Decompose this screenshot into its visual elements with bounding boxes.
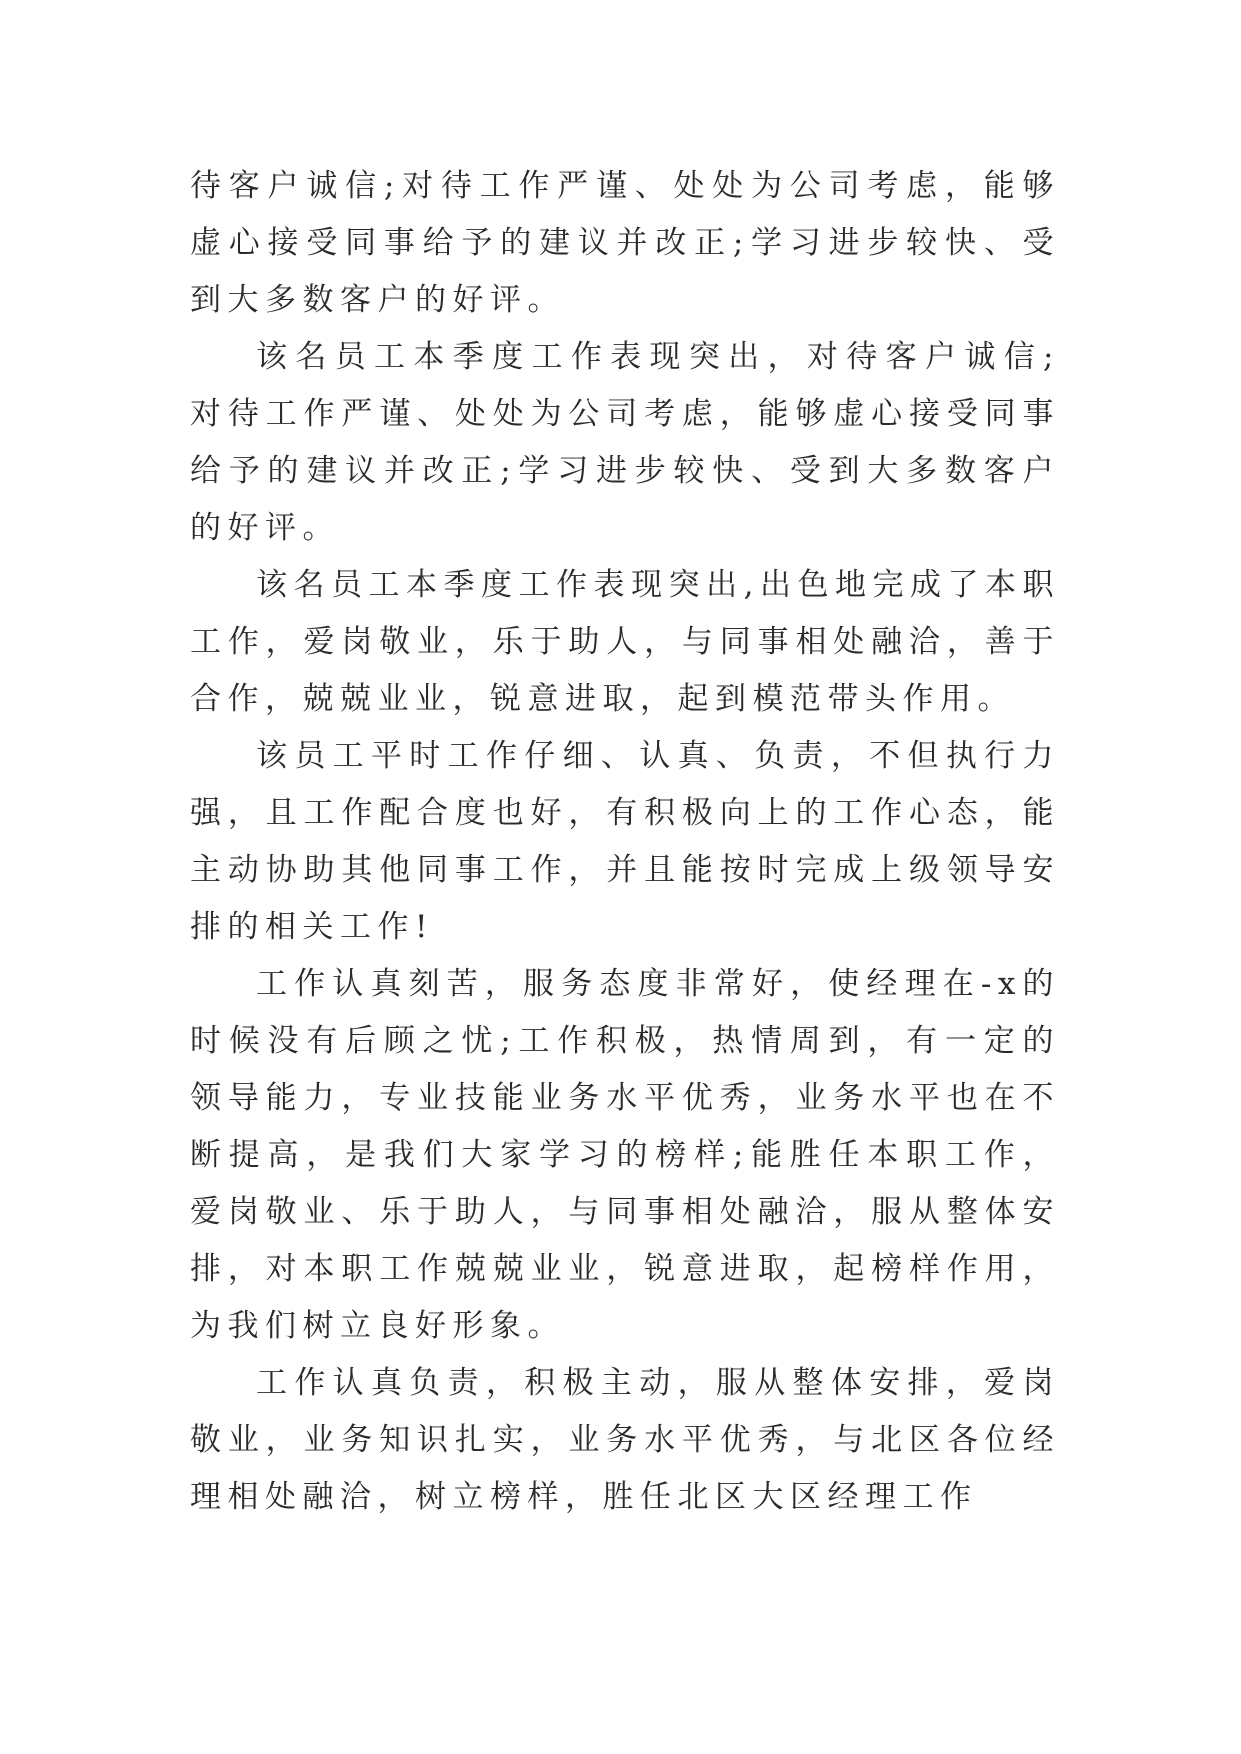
paragraph-1: 待客户诚信;对待工作严谨、处处为公司考虑，能够虚心接受同事给予的建议并改正;学习进步较快、受到大多数客户的好评。 [190,168,1060,318]
paragraph-2: 该名员工本季度工作表现突出，对待客户诚信;对待工作严谨、处处为公司考虑，能够虚心接受同事给予的建议并改正;学习进步较快、受到大多数客户的好评。 [190,339,1060,546]
paragraph-6: 工作认真负责，积极主动，服从整体安排，爱岗敬业，业务知识扎实，业务水平优秀，与北区各位经理相处融洽，树立榜样，胜任北区大区经理工作 [190,1365,1060,1515]
document-body [190,158,1060,1526]
paragraph-5: 工作认真刻苦，服务态度非常好，使经理在-x的时候没有后顾之忧;工作积极，热情周到，有一定的领导能力，专业技能业务水平优秀，业务水平也在不断提高，是我们大家学习的榜样;能胜任本职工作，爱岗敬业、乐于助人，与同事相处融洽，服从整体安排，对本职工作兢兢业业，锐意进取，起榜样作用，为我们树立良好形象。 [190,966,1060,1344]
paragraph-4: 该员工平时工作仔细、认真、负责，不但执行力强，且工作配合度也好，有积极向上的工作心态，能主动协助其他同事工作，并且能按时完成上级领导安排的相关工作! [190,738,1060,945]
paragraph-3: 该名员工本季度工作表现突出,出色地完成了本职工作，爱岗敬业，乐于助人，与同事相处融洽，善于合作，兢兢业业，锐意进取，起到模范带头作用。 [190,567,1060,717]
